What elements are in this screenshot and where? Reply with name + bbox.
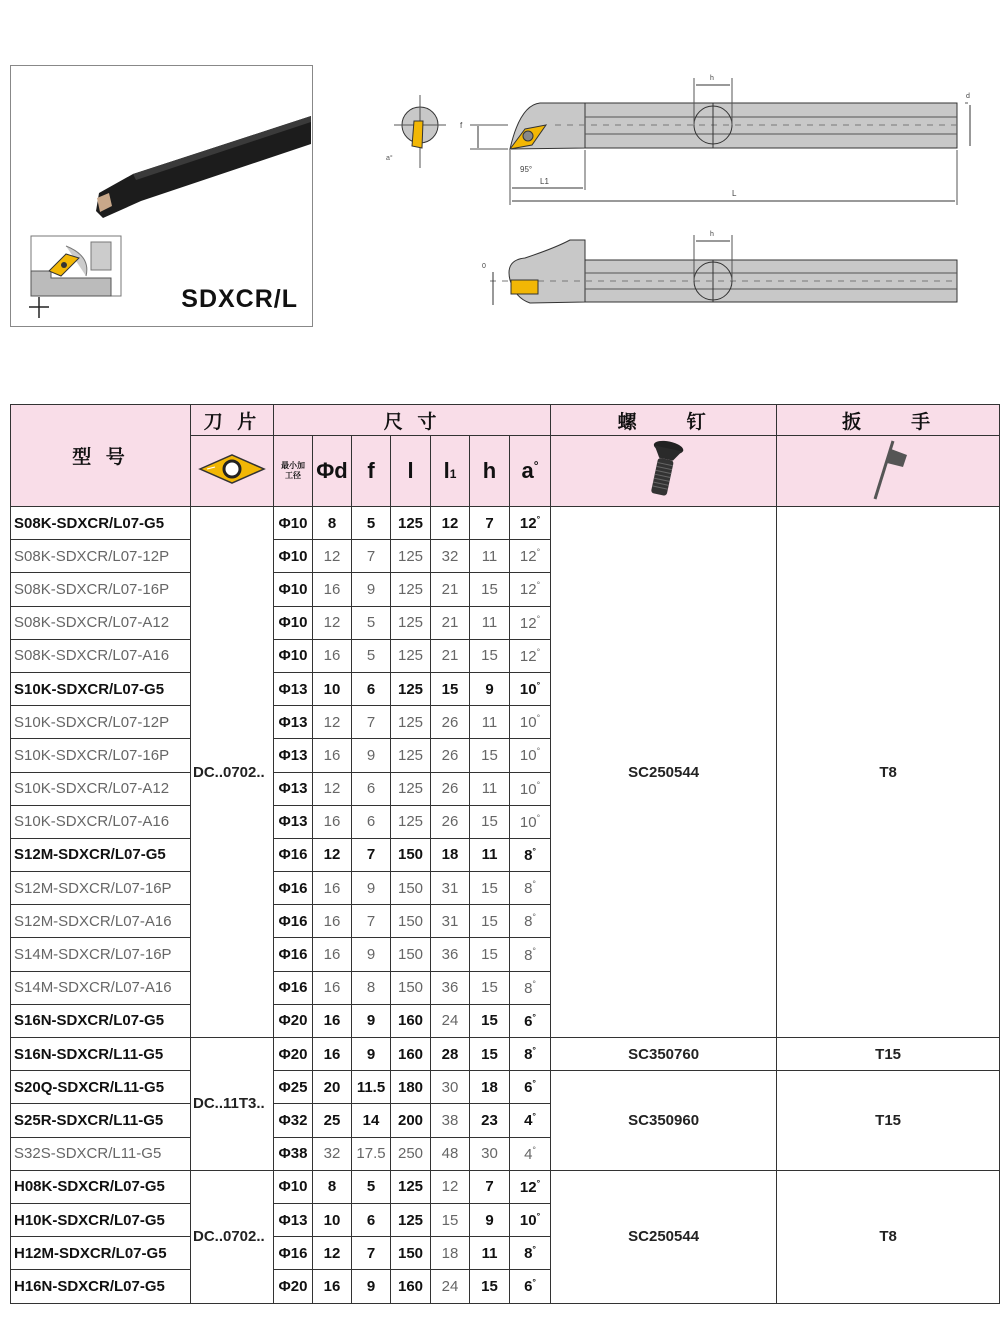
header-wrench-icon-cell bbox=[777, 436, 1000, 507]
l1-cell: 24 bbox=[431, 1270, 470, 1303]
min-bore-cell: Φ13 bbox=[274, 772, 313, 805]
phi-d-cell: 16 bbox=[313, 905, 352, 938]
l1-cell: 12 bbox=[431, 1170, 470, 1203]
degree-symbol: ° bbox=[536, 646, 541, 657]
header-phi-d: Φd bbox=[313, 436, 352, 507]
phi-d-cell: 16 bbox=[313, 739, 352, 772]
h-cell: 15 bbox=[470, 805, 510, 838]
phi-d-cell: 16 bbox=[313, 1004, 352, 1037]
a-value: 10 bbox=[519, 681, 537, 699]
header-dimensions: 尺 寸 bbox=[274, 405, 551, 436]
min-bore-cell: Φ13 bbox=[274, 805, 313, 838]
h-cell: 23 bbox=[470, 1104, 510, 1137]
f-cell: 9 bbox=[352, 1270, 391, 1303]
a-value: 10 bbox=[519, 813, 537, 831]
degree-symbol: ° bbox=[532, 879, 537, 890]
h-cell: 15 bbox=[470, 639, 510, 672]
min-bore-cell: Φ16 bbox=[274, 905, 313, 938]
model-cell: S08K-SDXCR/L07-12P bbox=[11, 540, 191, 573]
l1-cell: 26 bbox=[431, 772, 470, 805]
l-cell: 125 bbox=[391, 1203, 431, 1236]
a-value: 12 bbox=[519, 581, 537, 599]
l1-main: l bbox=[443, 458, 450, 483]
a-value: 8 bbox=[524, 979, 533, 997]
a-cell bbox=[510, 1104, 551, 1137]
f-cell: 6 bbox=[352, 772, 391, 805]
model-cell: S08K-SDXCR/L07-A12 bbox=[11, 606, 191, 639]
insert-type-cell: DC..0702.. bbox=[191, 507, 274, 1038]
a-cell bbox=[510, 1270, 551, 1303]
h-cell: 15 bbox=[470, 739, 510, 772]
min-bore-cell: Φ32 bbox=[274, 1104, 313, 1137]
f-cell: 7 bbox=[352, 905, 391, 938]
h-cell: 30 bbox=[470, 1137, 510, 1170]
a-cell bbox=[510, 971, 551, 1004]
l1-cell: 31 bbox=[431, 872, 470, 905]
header-min-bore bbox=[274, 436, 313, 507]
min-bore-cell: Φ13 bbox=[274, 739, 313, 772]
degree-symbol: ° bbox=[536, 746, 541, 757]
a-cell bbox=[510, 838, 551, 871]
phi-d-cell: 10 bbox=[313, 672, 352, 705]
phi-d-cell: 16 bbox=[313, 938, 352, 971]
model-cell: S08K-SDXCR/L07-G5 bbox=[11, 507, 191, 540]
f-cell: 5 bbox=[352, 606, 391, 639]
phi-d-cell: 8 bbox=[313, 1170, 352, 1203]
h-cell: 15 bbox=[470, 938, 510, 971]
degree-symbol: ° bbox=[536, 1177, 541, 1188]
a-cell bbox=[510, 1038, 551, 1071]
l-cell: 160 bbox=[391, 1270, 431, 1303]
a-cell bbox=[510, 1237, 551, 1270]
l-cell: 180 bbox=[391, 1071, 431, 1104]
l1-cell: 21 bbox=[431, 639, 470, 672]
l1-cell: 26 bbox=[431, 739, 470, 772]
phi-d-cell: 16 bbox=[313, 805, 352, 838]
l1-dim-label: L1 bbox=[540, 177, 549, 186]
a-value: 10 bbox=[519, 780, 537, 798]
min-bore-cell: Φ16 bbox=[274, 872, 313, 905]
h-cell: 18 bbox=[470, 1071, 510, 1104]
l1-cell: 15 bbox=[431, 672, 470, 705]
table-row bbox=[11, 1038, 1000, 1071]
model-cell: S14M-SDXCR/L07-A16 bbox=[11, 971, 191, 1004]
table-row bbox=[11, 1170, 1000, 1203]
l-cell: 125 bbox=[391, 507, 431, 540]
a-value: 6 bbox=[524, 1012, 533, 1030]
f-cell: 8 bbox=[352, 971, 391, 1004]
h-cell: 9 bbox=[470, 672, 510, 705]
diamond-insert-icon bbox=[197, 451, 267, 487]
side-view-top bbox=[460, 75, 970, 205]
degree-symbol: ° bbox=[532, 912, 537, 923]
model-cell: H16N-SDXCR/L07-G5 bbox=[11, 1270, 191, 1303]
l-cell: 125 bbox=[391, 772, 431, 805]
f-cell: 11.5 bbox=[352, 1071, 391, 1104]
f-cell: 5 bbox=[352, 1170, 391, 1203]
a-cell bbox=[510, 1004, 551, 1037]
min-bore-cell: Φ25 bbox=[274, 1071, 313, 1104]
header-f: f bbox=[352, 436, 391, 507]
min-bore-cell: Φ13 bbox=[274, 1203, 313, 1236]
crosshair-icon bbox=[29, 297, 49, 318]
phi-d-cell: 20 bbox=[313, 1071, 352, 1104]
l1-cell: 26 bbox=[431, 805, 470, 838]
insert-type-cell: DC..0702.. bbox=[191, 1170, 274, 1303]
l1-cell: 28 bbox=[431, 1038, 470, 1071]
phi-d-cell: 12 bbox=[313, 606, 352, 639]
l1-cell: 48 bbox=[431, 1137, 470, 1170]
f-cell: 6 bbox=[352, 1203, 391, 1236]
degree-symbol: ° bbox=[536, 547, 541, 558]
min-bore-cell: Φ10 bbox=[274, 639, 313, 672]
min-bore-cell: Φ20 bbox=[274, 1004, 313, 1037]
phi-d-cell: 12 bbox=[313, 706, 352, 739]
a-degree: ° bbox=[533, 458, 539, 473]
degree-symbol: ° bbox=[536, 613, 541, 624]
h-dim-label-top: h bbox=[710, 75, 714, 82]
l-cell: 125 bbox=[391, 1170, 431, 1203]
wrench-cell: T8 bbox=[777, 1170, 1000, 1303]
l-cell: 125 bbox=[391, 573, 431, 606]
product-series-title: SDXCR/L bbox=[181, 285, 298, 313]
degree-symbol: ° bbox=[532, 1144, 537, 1155]
zero-dim-label: 0 bbox=[482, 263, 486, 270]
f-cell: 5 bbox=[352, 507, 391, 540]
side-view-bottom bbox=[482, 231, 957, 305]
phi-d-cell: 16 bbox=[313, 639, 352, 672]
header-row-1 bbox=[11, 405, 1000, 436]
l1-sub: 1 bbox=[449, 467, 457, 481]
degree-symbol: ° bbox=[532, 1045, 537, 1056]
a-value: 6 bbox=[524, 1278, 533, 1296]
a-value: 8 bbox=[524, 880, 533, 898]
h-cell: 11 bbox=[470, 838, 510, 871]
f-cell: 7 bbox=[352, 540, 391, 573]
model-cell: S14M-SDXCR/L07-16P bbox=[11, 938, 191, 971]
phi-d-cell: 25 bbox=[313, 1104, 352, 1137]
l1-cell: 36 bbox=[431, 971, 470, 1004]
a-value: 8 bbox=[524, 1245, 533, 1263]
header-screw-icon-cell bbox=[551, 436, 777, 507]
degree-symbol: ° bbox=[536, 1211, 541, 1222]
phi-d-cell: 16 bbox=[313, 971, 352, 1004]
header-screw: 螺 钉 bbox=[551, 405, 777, 436]
insert-diagram-icon bbox=[31, 236, 121, 296]
f-cell: 5 bbox=[352, 639, 391, 672]
f-cell: 7 bbox=[352, 1237, 391, 1270]
l1-cell: 36 bbox=[431, 938, 470, 971]
phi-d-cell: 10 bbox=[313, 1203, 352, 1236]
header-model: 型 号 bbox=[11, 405, 191, 507]
a-cell bbox=[510, 739, 551, 772]
l-cell: 125 bbox=[391, 805, 431, 838]
table-row bbox=[11, 507, 1000, 540]
l-cell: 125 bbox=[391, 606, 431, 639]
a-value: 10 bbox=[519, 1212, 537, 1230]
phi-d-cell: 12 bbox=[313, 1237, 352, 1270]
a-value: 10 bbox=[519, 714, 537, 732]
model-cell: S08K-SDXCR/L07-16P bbox=[11, 573, 191, 606]
screw-cell: SC250544 bbox=[551, 1170, 777, 1303]
degree-symbol: ° bbox=[532, 845, 537, 856]
model-cell: S10K-SDXCR/L07-A12 bbox=[11, 772, 191, 805]
model-cell: S10K-SDXCR/L07-16P bbox=[11, 739, 191, 772]
table-row bbox=[11, 1071, 1000, 1104]
a-cell bbox=[510, 1170, 551, 1203]
h-cell: 15 bbox=[470, 1270, 510, 1303]
h-cell: 15 bbox=[470, 905, 510, 938]
a-cell bbox=[510, 573, 551, 606]
f-cell: 9 bbox=[352, 1038, 391, 1071]
h-dim-label-bottom: h bbox=[710, 231, 714, 238]
a-cell bbox=[510, 872, 551, 905]
l-cell: 250 bbox=[391, 1137, 431, 1170]
screw-cell: SC350760 bbox=[551, 1038, 777, 1071]
product-photo bbox=[10, 65, 313, 327]
h-cell: 15 bbox=[470, 971, 510, 1004]
l-dim-label: L bbox=[732, 189, 737, 198]
model-cell: H10K-SDXCR/L07-G5 bbox=[11, 1203, 191, 1236]
technical-drawing bbox=[380, 60, 990, 330]
a-cell bbox=[510, 772, 551, 805]
a-cell bbox=[510, 540, 551, 573]
min-bore-label-line1: 最小加 bbox=[281, 461, 305, 470]
header-insert: 刀 片 bbox=[191, 405, 274, 436]
l-cell: 150 bbox=[391, 838, 431, 871]
min-bore-cell: Φ16 bbox=[274, 1237, 313, 1270]
wrench-cell: T8 bbox=[777, 507, 1000, 1038]
degree-symbol: ° bbox=[532, 978, 537, 989]
phi-d-cell: 16 bbox=[313, 1038, 352, 1071]
degree-symbol: ° bbox=[532, 1277, 537, 1288]
phi-d-cell: 16 bbox=[313, 872, 352, 905]
l1-cell: 32 bbox=[431, 540, 470, 573]
a-cell bbox=[510, 1203, 551, 1236]
model-cell: S10K-SDXCR/L07-12P bbox=[11, 706, 191, 739]
spec-table bbox=[10, 404, 1000, 1304]
a-value: 4 bbox=[524, 1145, 533, 1163]
wrench-cell: T15 bbox=[777, 1071, 1000, 1171]
min-bore-label-line2: 工径 bbox=[285, 471, 301, 480]
header-h: h bbox=[470, 436, 510, 507]
h-cell: 9 bbox=[470, 1203, 510, 1236]
min-bore-cell: Φ20 bbox=[274, 1270, 313, 1303]
f-cell: 9 bbox=[352, 739, 391, 772]
h-cell: 11 bbox=[470, 772, 510, 805]
model-cell: S08K-SDXCR/L07-A16 bbox=[11, 639, 191, 672]
phi-d-cell: 12 bbox=[313, 772, 352, 805]
a-cell bbox=[510, 639, 551, 672]
h-cell: 11 bbox=[470, 706, 510, 739]
a-value: 8 bbox=[524, 1046, 533, 1064]
model-cell: S20Q-SDXCR/L11-G5 bbox=[11, 1071, 191, 1104]
l1-cell: 21 bbox=[431, 606, 470, 639]
screw-cell: SC250544 bbox=[551, 507, 777, 1038]
l-cell: 150 bbox=[391, 938, 431, 971]
screw-cell: SC350960 bbox=[551, 1071, 777, 1171]
h-cell: 7 bbox=[470, 1170, 510, 1203]
degree-symbol: ° bbox=[536, 812, 541, 823]
angle-a-label: a° bbox=[386, 155, 393, 162]
degree-symbol: ° bbox=[536, 779, 541, 790]
model-cell: S32S-SDXCR/L11-G5 bbox=[11, 1137, 191, 1170]
header-l: l bbox=[391, 436, 431, 507]
degree-symbol: ° bbox=[532, 1111, 537, 1122]
l-cell: 150 bbox=[391, 872, 431, 905]
l-cell: 160 bbox=[391, 1038, 431, 1071]
header-l1 bbox=[431, 436, 470, 507]
min-bore-cell: Φ10 bbox=[274, 540, 313, 573]
a-label: a bbox=[521, 458, 534, 483]
f-cell: 7 bbox=[352, 706, 391, 739]
l-cell: 150 bbox=[391, 1237, 431, 1270]
degree-symbol: ° bbox=[532, 1078, 537, 1089]
a-cell bbox=[510, 1071, 551, 1104]
min-bore-cell: Φ13 bbox=[274, 672, 313, 705]
a-value: 12 bbox=[519, 614, 537, 632]
model-cell: S10K-SDXCR/L07-A16 bbox=[11, 805, 191, 838]
degree-symbol: ° bbox=[532, 1244, 537, 1255]
phi-d-cell: 12 bbox=[313, 838, 352, 871]
min-bore-cell: Φ16 bbox=[274, 938, 313, 971]
h-cell: 11 bbox=[470, 606, 510, 639]
h-cell: 11 bbox=[470, 1237, 510, 1270]
min-bore-cell: Φ13 bbox=[274, 706, 313, 739]
l1-cell: 31 bbox=[431, 905, 470, 938]
model-cell: S25R-SDXCR/L11-G5 bbox=[11, 1104, 191, 1137]
f-cell: 9 bbox=[352, 1004, 391, 1037]
phi-d-cell: 12 bbox=[313, 540, 352, 573]
h-cell: 15 bbox=[470, 872, 510, 905]
header-insert-icon-cell bbox=[191, 436, 274, 507]
h-cell: 15 bbox=[470, 1038, 510, 1071]
a-value: 12 bbox=[519, 1178, 537, 1196]
a-value: 8 bbox=[524, 946, 533, 964]
min-bore-cell: Φ10 bbox=[274, 606, 313, 639]
phi-d-cell: 16 bbox=[313, 573, 352, 606]
a-cell bbox=[510, 507, 551, 540]
a-cell bbox=[510, 672, 551, 705]
a-value: 10 bbox=[519, 747, 537, 765]
header-wrench: 扳 手 bbox=[777, 405, 1000, 436]
l1-cell: 12 bbox=[431, 507, 470, 540]
l-cell: 125 bbox=[391, 706, 431, 739]
a-value: 6 bbox=[524, 1079, 533, 1097]
model-cell: S12M-SDXCR/L07-A16 bbox=[11, 905, 191, 938]
l1-cell: 38 bbox=[431, 1104, 470, 1137]
min-bore-cell: Φ16 bbox=[274, 971, 313, 1004]
h-cell: 11 bbox=[470, 540, 510, 573]
a-value: 4 bbox=[524, 1112, 533, 1130]
l-cell: 125 bbox=[391, 540, 431, 573]
screw-icon bbox=[644, 439, 684, 499]
l-cell: 125 bbox=[391, 672, 431, 705]
min-bore-cell: Φ10 bbox=[274, 1170, 313, 1203]
a-cell bbox=[510, 905, 551, 938]
degree-symbol: ° bbox=[532, 1011, 537, 1022]
angle-95-label: 95° bbox=[520, 165, 533, 174]
min-bore-cell: Φ10 bbox=[274, 507, 313, 540]
model-cell: S12M-SDXCR/L07-16P bbox=[11, 872, 191, 905]
min-bore-cell: Φ16 bbox=[274, 838, 313, 871]
a-value: 8 bbox=[524, 846, 533, 864]
a-value: 12 bbox=[519, 515, 537, 533]
end-view bbox=[386, 95, 446, 168]
a-value: 12 bbox=[519, 548, 537, 566]
model-cell: S16N-SDXCR/L07-G5 bbox=[11, 1004, 191, 1037]
a-value: 12 bbox=[519, 647, 537, 665]
l1-cell: 30 bbox=[431, 1071, 470, 1104]
l1-cell: 18 bbox=[431, 838, 470, 871]
model-cell: S10K-SDXCR/L07-G5 bbox=[11, 672, 191, 705]
a-cell bbox=[510, 706, 551, 739]
a-value: 8 bbox=[524, 913, 533, 931]
phi-d-cell: 32 bbox=[313, 1137, 352, 1170]
f-cell: 9 bbox=[352, 573, 391, 606]
l-cell: 150 bbox=[391, 971, 431, 1004]
l1-cell: 15 bbox=[431, 1203, 470, 1236]
min-bore-cell: Φ38 bbox=[274, 1137, 313, 1170]
f-cell: 6 bbox=[352, 805, 391, 838]
l-cell: 150 bbox=[391, 905, 431, 938]
a-cell bbox=[510, 805, 551, 838]
l-cell: 200 bbox=[391, 1104, 431, 1137]
h-cell: 7 bbox=[470, 507, 510, 540]
h-cell: 15 bbox=[470, 1004, 510, 1037]
insert-type-cell: DC..11T3.. bbox=[191, 1038, 274, 1171]
min-bore-cell: Φ10 bbox=[274, 573, 313, 606]
l-cell: 125 bbox=[391, 739, 431, 772]
header-a bbox=[510, 436, 551, 507]
f-cell: 7 bbox=[352, 838, 391, 871]
f-cell: 6 bbox=[352, 672, 391, 705]
min-bore-cell: Φ20 bbox=[274, 1038, 313, 1071]
l1-cell: 21 bbox=[431, 573, 470, 606]
degree-symbol: ° bbox=[536, 514, 541, 525]
f-cell: 9 bbox=[352, 938, 391, 971]
model-cell: S12M-SDXCR/L07-G5 bbox=[11, 838, 191, 871]
a-cell bbox=[510, 606, 551, 639]
wrench-cell: T15 bbox=[777, 1038, 1000, 1071]
f-dim-label: f bbox=[460, 121, 463, 130]
model-cell: H12M-SDXCR/L07-G5 bbox=[11, 1237, 191, 1270]
spec-table-body bbox=[11, 507, 1000, 1304]
l1-cell: 18 bbox=[431, 1237, 470, 1270]
degree-symbol: ° bbox=[532, 945, 537, 956]
degree-symbol: ° bbox=[536, 680, 541, 691]
l1-cell: 24 bbox=[431, 1004, 470, 1037]
a-cell bbox=[510, 938, 551, 971]
torx-wrench-icon bbox=[863, 437, 913, 501]
a-cell bbox=[510, 1137, 551, 1170]
l1-cell: 26 bbox=[431, 706, 470, 739]
phi-d-cell: 16 bbox=[313, 1270, 352, 1303]
l-cell: 125 bbox=[391, 639, 431, 672]
degree-symbol: ° bbox=[536, 580, 541, 591]
h-cell: 15 bbox=[470, 573, 510, 606]
f-cell: 9 bbox=[352, 872, 391, 905]
f-cell: 14 bbox=[352, 1104, 391, 1137]
phi-d-cell: 8 bbox=[313, 507, 352, 540]
degree-symbol: ° bbox=[536, 713, 541, 724]
model-cell: H08K-SDXCR/L07-G5 bbox=[11, 1170, 191, 1203]
f-cell: 17.5 bbox=[352, 1137, 391, 1170]
d-dim-label: d bbox=[966, 93, 970, 100]
model-cell: S16N-SDXCR/L11-G5 bbox=[11, 1038, 191, 1071]
l-cell: 160 bbox=[391, 1004, 431, 1037]
